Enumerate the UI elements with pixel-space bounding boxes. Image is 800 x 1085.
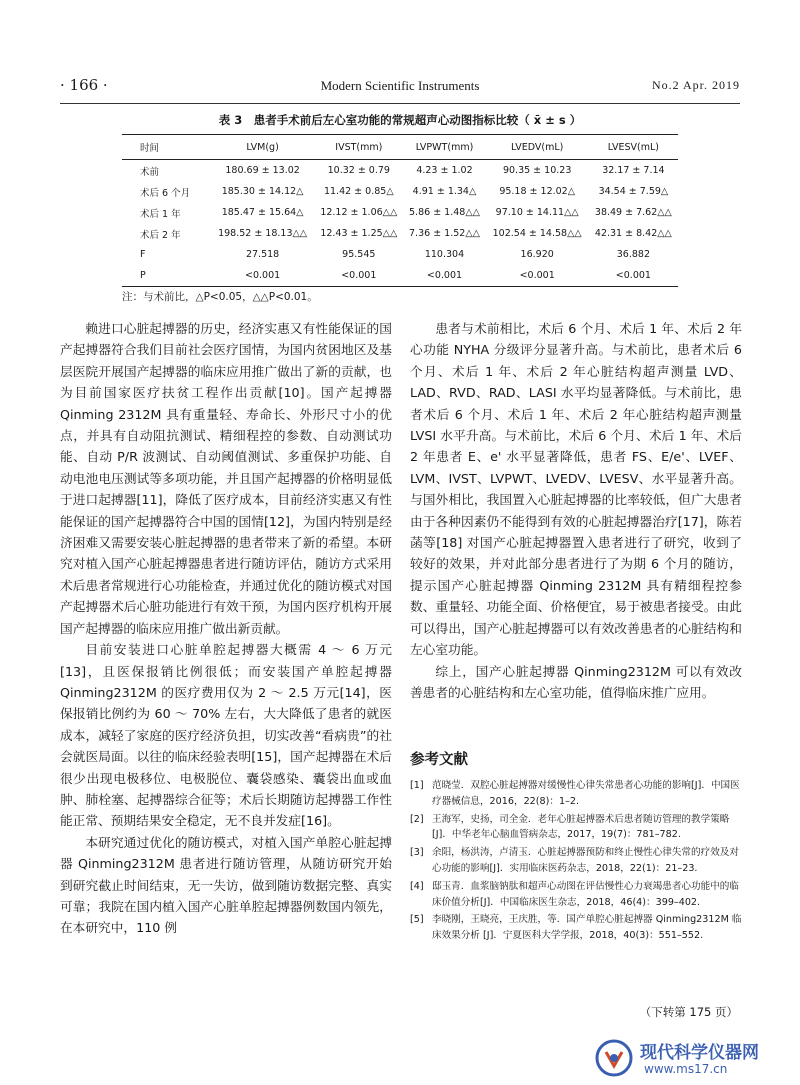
table-row [122,181,678,202]
page-number: · 166 · [60,76,108,94]
table-cell: 180.69 ± 13.02 [225,165,300,176]
reference-number: [1] [410,780,424,791]
right-column [410,318,742,703]
page-header [60,76,740,100]
table-row [122,244,678,265]
table-cell: 198.52 ± 18.13△△ [218,228,308,239]
table-header-cell: IVST(mm) [314,135,403,160]
table-cell: 95.18 ± 12.02△ [499,186,576,197]
table-row [122,202,678,223]
reference-text: 余阳，杨洪涛，卢清玉．心脏起搏器预防和终止慢性心律失常的疗效及对心功能的影响[J]．实用临床医药杂志，2018，22(1)：21–23. [432,847,739,874]
reference-item [410,778,742,810]
table-cell: 27.518 [245,249,280,260]
table-cell: P [122,265,211,287]
table-cell: 185.47 ± 15.64△ [221,207,304,218]
table-cell: 38.49 ± 7.62△△ [594,207,672,218]
table-cell: 185.30 ± 14.12△ [221,186,304,197]
continued-note: （下转第 175 页） [639,1005,738,1019]
references-title: 参考文献 [410,752,468,768]
table-header-row [122,135,678,160]
body-paragraph: 本研究通过优化的随访模式，对植入国产单腔心脏起搏器 Qinming2312M 患者进行随访管理，从随访研究开始到研究截止时间结束，无一失访，做到随访数据完整、真实可靠；我院在国内植入国产心脏单腔起搏器例数国内领先，在本研究中，110 例 [60,834,392,936]
table-header-cell: LVEDV(mL) [486,135,589,160]
table-header-cell: 时间 [122,135,211,160]
body-paragraph: 患者与术前相比，术后 6 个月、术后 1 年、术后 2 年心功能 NYHA 分级评分显著升高。与术前比，患者术后 6 个月、术后 1 年、术后 2 年心脏结构超声测量 LVD、LAD、RVD、RAD、LASI 水平均显著降低。与术前比，患者术后 6 个月、术后 1 年、术后 2 年心脏结构超声测量 LVSI 水平升高。与术前比，术后 6 个月、术后 1 年、术后 2 年患者 E、e' 水平显著降低，患者 FS、E/e'、LVEF、LVM、IVST、LVPWT、LVEDV、LVESV、水平显著升高。与国外相比，我国置入心脏起搏器的比率较低，但广大患者由于各种因素仍不能得到有效的心脏起搏器治疗[17]，陈若菡等[18] 对国产心脏起搏器置入患者进行了研究，收到了较好的效果，并对此部分患者进行了为期 6 个月的随访，提示国产心脏起搏器 Qinming 2312M 具有精细程控参数、重量轻、功能全面、价格便宜，易于被患者接受。由此可以得出，国产心脏起搏器可以有效改善患者的心脏结构和左心室功能。 [410,321,742,658]
table-cell: 术后 1 年 [140,208,181,220]
table-cell: 术后 2 年 [140,229,181,241]
reference-text: 范晓莹．双腔心脏起搏器对缓慢性心律失常患者心功能的影响[J]．中国医疗器械信息，2016，22(8)：1–2. [432,780,740,807]
table-cell: 16.920 [520,249,554,260]
table-cell: 12.12 ± 1.06△△ [320,207,398,218]
reference-item [410,812,742,844]
table-cell: 4.91 ± 1.34△ [412,186,477,197]
table-note: 注：与术前比，△P<0.05，△△P<0.01。 [122,291,318,303]
reference-number: [5] [410,914,424,926]
journal-name: Modern Scientific Instruments [320,78,480,93]
table-cell: <0.001 [589,265,678,287]
table-cell: <0.001 [314,265,403,287]
reference-item [410,912,742,944]
table-cell: <0.001 [486,265,589,287]
table-cell: 术前 [140,166,160,178]
watermark [594,1036,794,1082]
reference-list [410,778,742,946]
left-column [60,318,392,939]
reference-number: [3] [410,847,424,859]
table-row [122,265,678,287]
body-paragraph: 赖进口心脏起搏器的历史，经济实惠又有性能保证的国产起搏器符合我们目前社会医疗国情，为国内贫困地区及基层医院开展国产起搏器的临床应用推广做出了新的贡献，也为目前国家医疗扶贫工程作出贡献[10]。国产起搏器 Qinming 2312M 具有重量轻、寿命长、外形尺寸小的优点，并具有自动阻抗测试、精细程控的参数、自动测试功能、自动 P/R 波测试、自动阈值测试、多重保护功能、自动电池电压测试等多项功能，并且国产起搏器的价格明显低于进口起搏器[11]，降低了医疗成本，目前经济实惠又有性能保证的国产起搏器符合中国的国情[12]，为国内特别是经济困难又需要安装心脏起搏器的患者带来了新的希望。本研究对植入国产心脏起搏器患者进行随访评估，随访方式采用术后患者常规进行心功能检查，并通过优化的随访模式对国产起搏器术后心脏功能进行有效干预，为国内医疗机构开展国产起搏器的临床应用推广做出新贡献。 [60,321,392,636]
table-caption: 表 3 患者手术前后左心室功能的常规超声心动图指标比较（ x̄ ± s ） [218,113,582,127]
table-row [122,223,678,244]
header-rule [60,103,740,104]
table-cell: 36.882 [616,249,651,260]
table-cell: 102.54 ± 14.58△△ [492,228,582,239]
reference-text: 邸玉青．血浆脑钠肽和超声心动图在评估慢性心力衰竭患者心功能中的临床价值分析[J]．中国临床医生杂志，2018，46(4)：399–402. [432,880,739,908]
watermark-site-name: 现代科学仪器网 [640,1043,759,1063]
table-row [122,160,678,182]
table-cell: 5.86 ± 1.48△△ [409,207,480,218]
watermark-logo-icon [594,1038,634,1078]
table-cell: 术后 6 个月 [140,187,191,199]
table-cell: 10.32 ± 0.79 [327,165,390,176]
table-cell: 34.54 ± 7.59△ [598,186,669,197]
table-cell: 95.545 [342,249,376,260]
table-header-cell: LVPWT(mm) [403,135,485,160]
table-header-cell: LVESV(mL) [589,135,678,160]
issue-info: No.2 Apr. 2019 [651,78,740,92]
table-cell: 4.23 ± 1.02 [416,165,473,176]
table-cell: <0.001 [403,265,485,287]
table-cell: 11.42 ± 0.85△ [323,186,394,197]
reference-number: [4] [410,880,424,892]
watermark-url: www.ms17.cn [644,1062,728,1076]
reference-text: 王海军，史扬，司全金．老年心脏起搏器术后患者随访管理的教学策略[J]．中华老年心脑血管病杂志，2017，19(7)：781–782. [432,813,730,841]
echocardiography-table [122,134,678,287]
reference-text: 李晓刚，王晓亮，王庆胜，等．国产单腔心脏起搏器 Qinming2312M 临床效果分析 [J]．宁夏医科大学学报，2018，40(3)：551–552. [432,914,742,942]
table-header-cell: LVM(g) [211,135,314,160]
table-cell: 12.43 ± 1.25△△ [320,228,398,239]
reference-item [410,879,742,911]
table-cell: 97.10 ± 14.11△△ [495,207,579,218]
table-cell: 90.35 ± 10.23 [502,165,572,176]
table-cell: 42.31 ± 8.42△△ [594,228,672,239]
table-cell: <0.001 [211,265,314,287]
reference-number: [2] [410,813,424,825]
table-cell: F [140,249,146,260]
table-cell: 32.17 ± 7.14 [602,165,665,176]
table-cell: 110.304 [424,249,465,260]
body-paragraph: 目前安装进口心脏单腔起搏器大概需 4 ～ 6 万元[13]，且医保报销比例很低；而安装国产单腔起搏器 Qinming2312M 的医疗费用仅为 2 ～ 2.5 万元[14]，医保报销比例约为 60 ～ 70% 左右，大大降低了患者的就医成本，减轻了家庭的医疗经济负担，切实改善“看病贵”的社会就医局面。以往的临床经验表明[15]，国产起搏器在术后很少出现电极移位、电极脱位、囊袋感染、囊袋出血或血肿、肺栓塞、起搏器综合征等；术后长期随访起搏器工作性能正常、预期结果安全稳定，无不良并发症[16]。 [60,642,392,829]
reference-item [410,845,742,877]
body-paragraph: 综上，国产心脏起搏器 Qinming2312M 可以有效改善患者的心脏结构和左心室功能，值得临床推广应用。 [410,663,742,700]
table-cell: 7.36 ± 1.52△△ [409,228,480,239]
